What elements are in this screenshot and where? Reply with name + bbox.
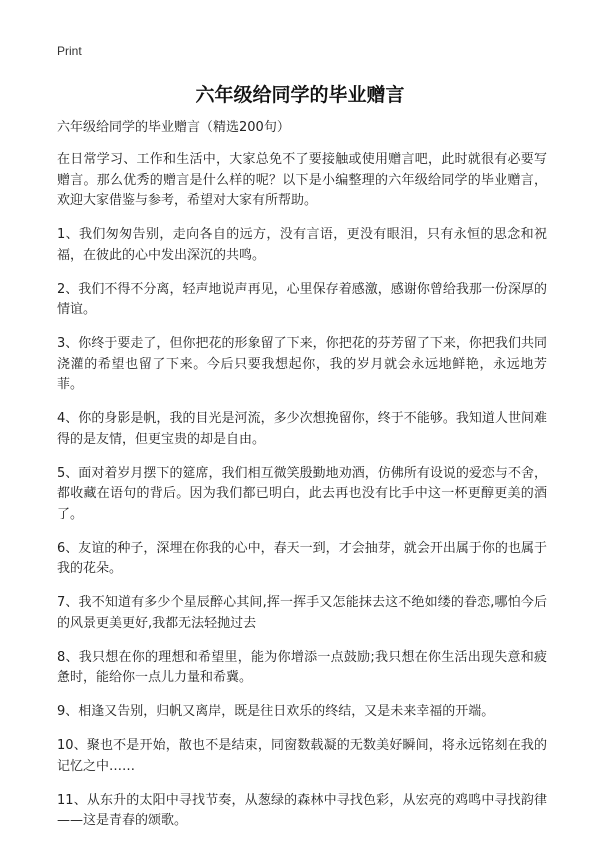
- list-item: 1、我们匆匆告别，走向各自的远方，没有言语，更没有眼泪，只有永恒的思念和祝福，在彼此的心中发出深沉的共鸣。: [57, 227, 547, 263]
- print-link[interactable]: Print: [57, 44, 82, 58]
- list-item: 5、面对着岁月摆下的筵席，我们相互微笑殷勤地劝酒，仿佛所有设说的爱恋与不舍，都收藏在语句的背后。因为我们都已明白，此去再也没有比手中这一杯更醇更美的酒了。: [57, 465, 547, 522]
- list-item: 11、从东升的太阳中寻找节奏，从葱绿的森林中寻找色彩，从宏亮的鸡鸣中寻找韵律——这是青春的颂歌。: [57, 792, 547, 828]
- list-item: 2、我们不得不分离，轻声地说声再见，心里保存着感激，感谢你曾给我那一份深厚的情谊。: [57, 281, 547, 317]
- intro-paragraph: 在日常学习、工作和生活中，大家总免不了要接触或使用赠言吧，此时就很有必要写赠言。那么优秀的赠言是什么样的呢？以下是小编整理的六年级给同学的毕业赠言，欢迎大家借鉴与参考，希望对大家有所帮助。: [57, 152, 547, 208]
- article-body: [57, 118, 547, 845]
- list-item: 4、你的身影是帆，我的目光是河流，多少次想挽留你，终于不能够。我知道人世间难得的是友情，但更宝贵的却是自由。: [57, 411, 547, 447]
- page-title: 六年级给同学的毕业赠言: [195, 84, 405, 106]
- list-item: 9、相逢又告别，归帆又离岸，既是往日欢乐的终结，又是未来幸福的开端。: [57, 704, 495, 719]
- list-item: 10、聚也不是开始，散也不是结束，同窗数载凝的无数美好瞬间，将永远铭刻在我的记忆之中……: [57, 738, 547, 774]
- list-item: 8、我只想在你的理想和希望里，能为你增添一点鼓励;我只想在你生活出现失意和疲惫时，能给你一点儿力量和希冀。: [57, 649, 547, 685]
- article-subtitle: 六年级给同学的毕业赠言（精选200句）: [57, 120, 290, 135]
- list-item: 3、你终于要走了，但你把花的形象留了下来，你把花的芬芳留了下来，你把我们共同浇灌的希望也留了下来。今后只要我想起你，我的岁月就会永远地鲜艳，永远地芳菲。: [57, 336, 547, 392]
- list-item: 7、我不知道有多少个星辰醉心其间,挥一挥手又怎能抹去这不绝如缕的眷恋,哪怕今后的风景更美更好,我都无法轻抛过去: [57, 595, 547, 631]
- list-item: 6、友谊的种子，深埋在你我的心中，春天一到，才会抽芽，就会开出属于你的也属于我的花朵。: [57, 540, 547, 576]
